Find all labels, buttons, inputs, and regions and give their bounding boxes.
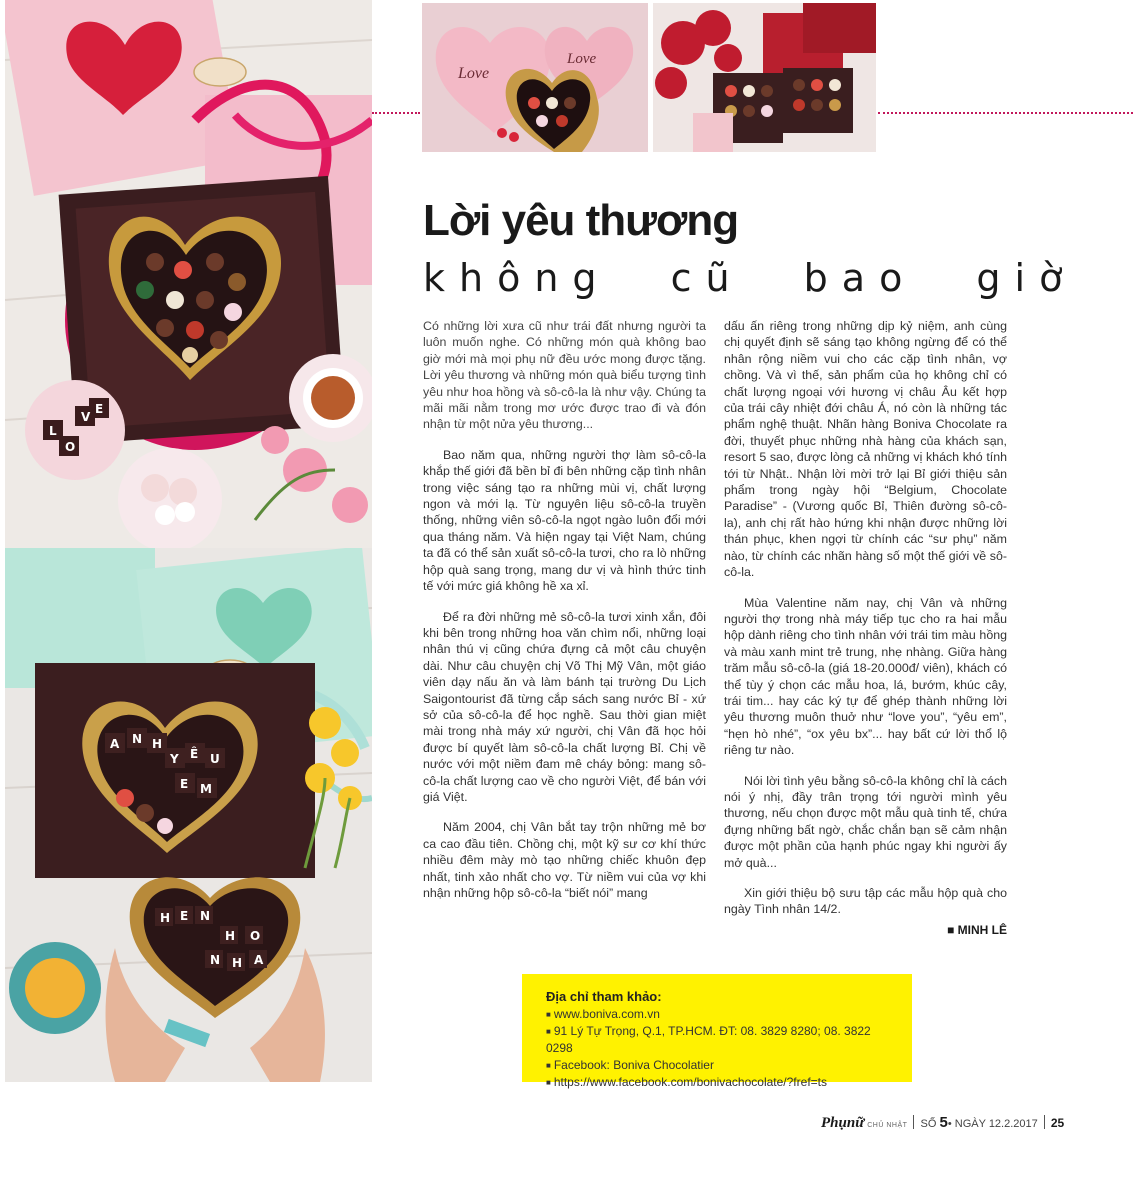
issue-prefix: SỐ [920, 1118, 937, 1130]
issue-number: 5 [939, 1114, 948, 1131]
letter-n3: N [210, 953, 221, 967]
letter-e3: E [180, 909, 189, 923]
footer-divider [913, 1115, 914, 1129]
reference-address-box [522, 974, 912, 1089]
letter-h4: H [232, 956, 243, 970]
photo-mint-heart-box [5, 548, 372, 1082]
lead-paragraph: Có những lời xưa cũ như trái đất nhưng người ta luôn muốn nghe. Có những món quà không bao giờ mới mà mọi phụ nữ đều ước mong được tặng. Lời yêu thương và những món quà biểu tượng tình yêu như hoa hồng và sô-cô-la là như vậy. Chúng ta mãi mãi nằm trong mơ ước được trao đi và đón nhận từ một nửa yêu thương... [423, 319, 706, 432]
dotted-rule-left [372, 112, 420, 114]
author-byline: ■ MINH LÊ [947, 922, 1007, 937]
letter-n2: N [200, 909, 211, 923]
reference-list [546, 1006, 896, 1091]
letter-n: N [132, 732, 143, 746]
letter-v: V [81, 410, 91, 424]
reference-address: ■ 91 Lý Tự Trọng, Q.1, TP.HCM. ĐT: 08. 3829 8280; 08. 3822 0298 [546, 1023, 896, 1057]
magazine-brand: Phụnữ [821, 1115, 865, 1131]
footer-divider [1044, 1115, 1045, 1129]
love-text-b: Love [567, 51, 597, 67]
body-paragraph: Xin giới thiệu bộ sưu tập các mẫu hộp quà cho ngày Tình nhân 14/2. [724, 886, 1007, 917]
body-column-1 [423, 318, 706, 915]
magazine-brand-sub: CHỦ NHẬT [867, 1122, 908, 1129]
photo-pink-heart-box [5, 0, 372, 548]
letter-h2: H [160, 911, 171, 925]
letter-y: Y [170, 752, 179, 766]
letter-o2: O [250, 929, 261, 943]
body-paragraph: Để ra đời những mẻ sô-cô-la tươi xinh xắn, đôi khi bên trong những hoa văn chìm nổi, những loại nhân thú vị cũng chứa đựng cả một câu chuyện dài. Như câu chuyện chị Võ Thị Mỹ Vân, một giáo viên dạy nấu ăn và làm bánh tại trường Du Lịch Saigontourist đã từng cắp sách sang nước Bỉ - xứ sở của sô-cô-la để học nghề. Sau thời gian miệt mài trong nhà máy xứ người, chị Vân đã học hỏi được bí quyết làm sô-cô-la chất lượng Bỉ. Chị về nước với một niềm đam mê cháy bỏng: mang sô-cô-la chất lượng cao về cho người Việt, để bán với giá Việt. [423, 609, 706, 804]
body-paragraph: Nói lời tình yêu bằng sô-cô-la không chỉ là cách nói ý nhị, đầy trân trọng tới người mình yêu thương, nếu chọn được một mẫu quà tinh tế, chứa đựng những bất ngờ, chắc chắn bạn sẽ cảm nhận được một phần của hạnh phúc ngay khi người ấy mở quà... [724, 773, 1007, 870]
reference-title: Địa chỉ tham khảo: [546, 989, 662, 1004]
love-text-a: Love [458, 65, 490, 82]
letter-m: M [200, 782, 212, 796]
letter-u: U [210, 752, 220, 766]
letter-h: H [152, 737, 163, 751]
reference-facebook-url[interactable]: ■ https://www.facebook.com/bonivachocolate/?fref=ts [546, 1074, 896, 1091]
letter-e: E [95, 402, 104, 416]
photo-red-boxes-roses [653, 3, 876, 152]
reference-website[interactable]: ■ www.boniva.com.vn [546, 1006, 896, 1023]
letter-l: L [49, 424, 57, 438]
letter-a2: A [254, 953, 264, 967]
letter-o: O [65, 440, 76, 454]
page-number: 25 [1050, 1116, 1065, 1130]
article-subtitle: không cũ bao giờ [423, 256, 1077, 300]
article-title: Lời yêu thương [423, 196, 739, 245]
reference-facebook[interactable]: ■ Facebook: Boniva Chocolatier [546, 1057, 896, 1074]
photo-pink-love-boxes [422, 3, 648, 152]
body-paragraph: Bao năm qua, những người thợ làm sô-cô-la khắp thế giới đã bền bỉ đi bên những cặp tình nhân trong việc sáng tạo ra những mùi vị, chất lượng ngon và mới lạ. Từ nguyên liệu sô-cô-la truyền thống, những viên sô-cô-la ngọt ngào luôn đổi mới qua tháng năm. Và hiện ngay tại Việt Nam, chúng ta đã có thể sản xuất sô-cô-la tươi, cho ra lò những hộp quà sang trọng, mang dư vị và hình thức tinh tế với mức giá không hề xa xỉ. [423, 447, 706, 594]
issue-date: NGÀY 12.2.2017 [954, 1118, 1038, 1130]
letter-e2: E [180, 777, 189, 791]
letter-h3: H [225, 929, 236, 943]
body-paragraph: Mùa Valentine năm nay, chị Vân và những người thợ trong nhà máy tiếp tục cho ra hai mẫu hộp dành riêng cho tình nhân với trái tim màu hồng và màu xanh mint trẻ trung, nhẹ nhàng. Giữa hàng trăm mẫu sô-cô-la (giá 18-20.000đ/ viên), khách có thể tùy ý chọn các mẫu hoa, lá, bướm, khúc cây, trái tim... hay các ký tự để ghép thành những lời yêu thương muôn thuở như “love you”, “yêu em”, “hẹn hò nhé”, “ox yêu bx”... hay bất cứ lời thổ lộ riêng tư nào. [724, 595, 1007, 758]
body-paragraph: Năm 2004, chị Vân bắt tay trộn những mẻ bơ ca cao đầu tiên. Chồng chị, một kỹ sư cơ khí thức nhiều đêm mày mò tạo những chiếc khuôn đẹp nhất, tinh xảo nhất cho vợ. Từ niềm vui của vợ khi nhận những hộp sô-cô-la “biết nói” mang [423, 820, 706, 900]
page-footer: Phụnữ CHỦ NHẬT SỐ 5• NGÀY 12.2.2017 25 [821, 1114, 1065, 1131]
body-column-2 [724, 318, 1007, 938]
dotted-rule-right [878, 112, 1133, 114]
letter-e-hat: Ê [190, 747, 199, 761]
letter-a: A [110, 737, 120, 751]
body-paragraph: dấu ấn riêng trong những dịp kỷ niệm, anh cùng chị quyết định sẽ sáng tạo không ngừng để có thể nhân rộng niềm vui cho các cặp tình nhân, vợ chồng. Và vì thế, sản phẩm của họ không chỉ có chất lượng ngoại với hương vị châu Âu kết hợp của trái cây nhiệt đới châu Á, nó còn là những tác phẩm nghệ thuật. Nhãn hàng Boniva Chocolate ra đời, thuyết phục những nhà hàng của khách sạn, resort 5 sao, được lòng cả những vị khách khó tính tới từ Nhật.. Nhận lời mời trở lại Bỉ giới thiệu sản phẩm trong ngày hội “Belgium, Chocolate Paradise” - (Vương quốc Bỉ, Thiên đường sô-cô-la), anh chị rất hào hứng khi nhận được những lời thán phục, khen ngợi từ chính các “sư phụ” năm nào, từ chính các nhãn hàng số một thế giới về sô-cô-la. [724, 319, 1007, 580]
